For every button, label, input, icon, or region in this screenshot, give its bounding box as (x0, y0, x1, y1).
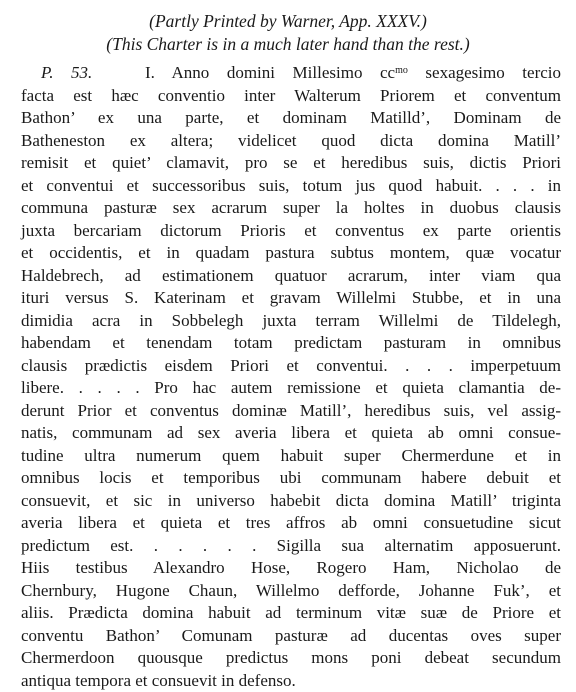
charter-line: facta est hæc conventio inter Walterum Priorem et conventum (21, 85, 561, 108)
charter-line: Hiis testibus Alexandro Hose, Rogero Ham, Nicholao de (21, 557, 561, 580)
charter-line: derunt Prior et conventus dominæ Matill’, heredibus suis, vel assig- (21, 400, 561, 423)
charter-line: remisit et quiet’ clamavit, pro se et heredibus suis, dictis Priori (21, 152, 561, 175)
first-line-text: I. Anno domini Millesimo cc (145, 63, 395, 82)
charter-line: et conventui et successoribus suis, totum jus quod habuit. . . . in (21, 175, 561, 198)
charter-line: dimidia acra in Sobbelegh juxta terram Willelmi de Tildelegh, (21, 310, 561, 333)
charter-first-line (21, 62, 561, 85)
charter-line: predictum est. . . . . . Sigilla sua alternatim apposuerunt. (21, 535, 561, 558)
charter-text (12, 62, 564, 692)
charter-line: aliis. Prædicta domina habuit ad terminum vitæ suæ de Priore et (21, 602, 561, 625)
charter-line: tudine ultra numerum quem habuit super Chermerdune et in (21, 445, 561, 468)
charter-line: communa pasturæ sex acrarum super la holtes in duobus clausis (21, 197, 561, 220)
charter-line: omnibus locis et temporibus ubi communam habere debuit et (21, 467, 561, 490)
charter-line: natis, communam ad sex averia libera et quieta ab omni consue- (21, 422, 561, 445)
charter-line: conventu Bathon’ Comunam pasturæ ad ducentas oves super (21, 625, 561, 648)
charter-line: clausis prædictis eisdem Priori et conventui. . . . imperpetuum (21, 355, 561, 378)
first-line-superscript: mo (395, 65, 408, 76)
heading-printed-by-warner: (Partly Printed by Warner, App. XXXV.) (12, 10, 564, 33)
page-reference: P. 53. (41, 63, 92, 82)
charter-line: Batheneston ex altera; videlicet quod dicta domina Matill’ (21, 130, 561, 153)
charter-line: Chermerdoon quousque predictus mons poni debeat secundum (21, 647, 561, 670)
charter-line: Bathon’ ex una parte, et dominam Matilld’, Dominam de (21, 107, 561, 130)
charter-line: consuevit, et sic in universo habebit dicta domina Matill’ triginta (21, 490, 561, 513)
charter-line: libere. . . . . Pro hac autem remissione et quieta clamantia de- (21, 377, 561, 400)
charter-line: Chernbury, Hugone Chaun, Willelmo defforde, Johanne Fuk’, et (21, 580, 561, 603)
charter-line: habendam et tenendam totam predictam pasturam in omnibus (21, 332, 561, 355)
first-line-text-end: sexagesimo tercio (408, 63, 561, 82)
heading-later-hand-note: (This Charter is in a much later hand than the rest.) (12, 33, 564, 56)
charter-line: juxta bercariam dictorum Prioris et conventus ex parte orientis (21, 220, 561, 243)
charter-line: Haldebrech, ad estimationem quatuor acrarum, inter viam qua (21, 265, 561, 288)
charter-line: et occidentis, et in quadam pastura subtus montem, quæ vocatur (21, 242, 561, 265)
charter-line: ituri versus S. Katerinam et gravam Willelmi Stubbe, et in una (21, 287, 561, 310)
charter-line: averia libera et quieta et tres affros ab omni consuetudine sicut (21, 512, 561, 535)
charter-line-last: antiqua tempora et consuevit in defenso. (21, 670, 561, 692)
